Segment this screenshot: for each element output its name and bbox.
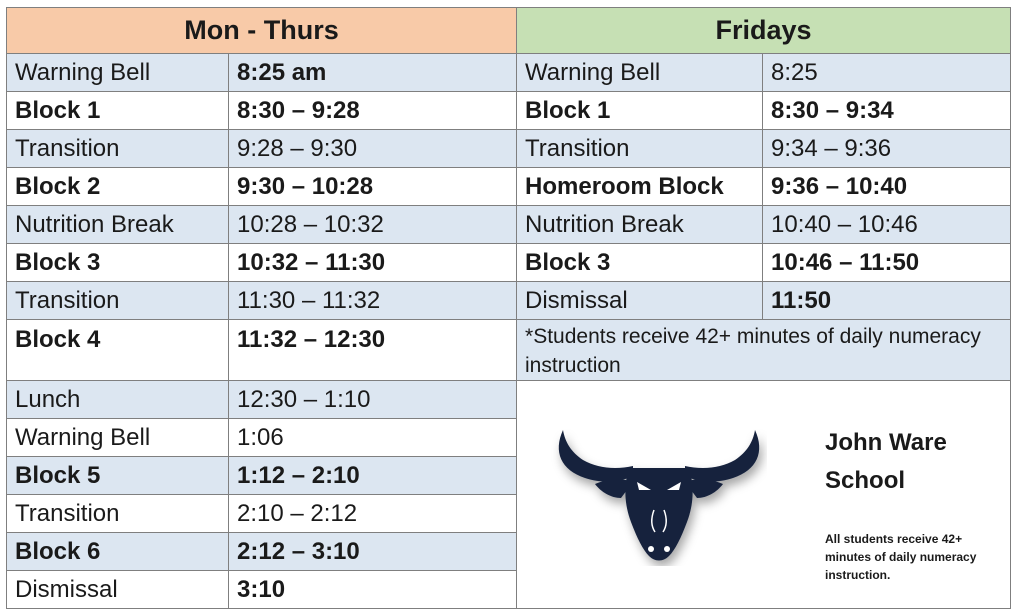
bell-schedule-table [6, 7, 1011, 609]
fr-period-time: 11:50 [763, 282, 1011, 320]
mt-period-label: Dismissal [7, 571, 229, 609]
mt-period-label: Block 5 [7, 457, 229, 495]
schedule-row [7, 282, 1011, 320]
schedule-row [7, 244, 1011, 282]
mt-period-time: 9:30 – 10:28 [229, 168, 517, 206]
mon-thurs-header: Mon - Thurs [7, 8, 517, 54]
school-numeracy-note: All students receive 42+ minutes of daily numeracy instruction. [825, 531, 977, 582]
schedule-row [7, 320, 1011, 381]
fr-period-time: 10:46 – 11:50 [763, 244, 1011, 282]
mt-period-time: 12:30 – 1:10 [229, 381, 517, 419]
schedule-row [7, 54, 1011, 92]
mt-period-time: 11:32 – 12:30 [229, 320, 517, 381]
mt-period-label: Block 3 [7, 244, 229, 282]
schedule-row [7, 206, 1011, 244]
mt-period-time: 8:25 am [229, 54, 517, 92]
fr-period-time: 9:34 – 9:36 [763, 130, 1011, 168]
mt-period-label: Transition [7, 130, 229, 168]
schedule-row [7, 130, 1011, 168]
fr-period-label: Block 3 [517, 244, 763, 282]
mt-period-time: 2:10 – 2:12 [229, 495, 517, 533]
fr-period-label: Transition [517, 130, 763, 168]
fr-period-label: Dismissal [517, 282, 763, 320]
mt-period-time: 10:32 – 11:30 [229, 244, 517, 282]
schedule-row [7, 381, 1011, 419]
school-name: John Ware School [825, 428, 947, 494]
fr-period-time: 8:30 – 9:34 [763, 92, 1011, 130]
mt-period-time: 9:28 – 9:30 [229, 130, 517, 168]
mt-period-label: Warning Bell [7, 419, 229, 457]
mt-period-label: Block 2 [7, 168, 229, 206]
mt-period-time: 3:10 [229, 571, 517, 609]
mt-period-time: 11:30 – 11:32 [229, 282, 517, 320]
mt-period-label: Lunch [7, 381, 229, 419]
friday-numeracy-note: *Students receive 42+ minutes of daily numeracy instruction [517, 320, 1011, 381]
fr-period-label: Warning Bell [517, 54, 763, 92]
mt-period-label: Block 6 [7, 533, 229, 571]
mt-period-time: 2:12 – 3:10 [229, 533, 517, 571]
fridays-header: Fridays [517, 8, 1011, 54]
mt-period-label: Block 4 [7, 320, 229, 381]
fr-period-time: 8:25 [763, 54, 1011, 92]
fr-period-label: Block 1 [517, 92, 763, 130]
mt-period-time: 1:12 – 2:10 [229, 457, 517, 495]
mt-period-time: 10:28 – 10:32 [229, 206, 517, 244]
fr-period-time: 9:36 – 10:40 [763, 168, 1011, 206]
bull-head-icon [551, 426, 767, 566]
mt-period-label: Block 1 [7, 92, 229, 130]
mt-period-label: Transition [7, 282, 229, 320]
schedule-row [7, 92, 1011, 130]
mt-period-label: Warning Bell [7, 54, 229, 92]
school-logo-panel [517, 381, 1011, 609]
mt-period-label: Nutrition Break [7, 206, 229, 244]
fr-period-label: Homeroom Block [517, 168, 763, 206]
fr-period-time: 10:40 – 10:46 [763, 206, 1011, 244]
mt-period-time: 1:06 [229, 419, 517, 457]
fr-period-label: Nutrition Break [517, 206, 763, 244]
schedule-row [7, 168, 1011, 206]
mt-period-time: 8:30 – 9:28 [229, 92, 517, 130]
mt-period-label: Transition [7, 495, 229, 533]
